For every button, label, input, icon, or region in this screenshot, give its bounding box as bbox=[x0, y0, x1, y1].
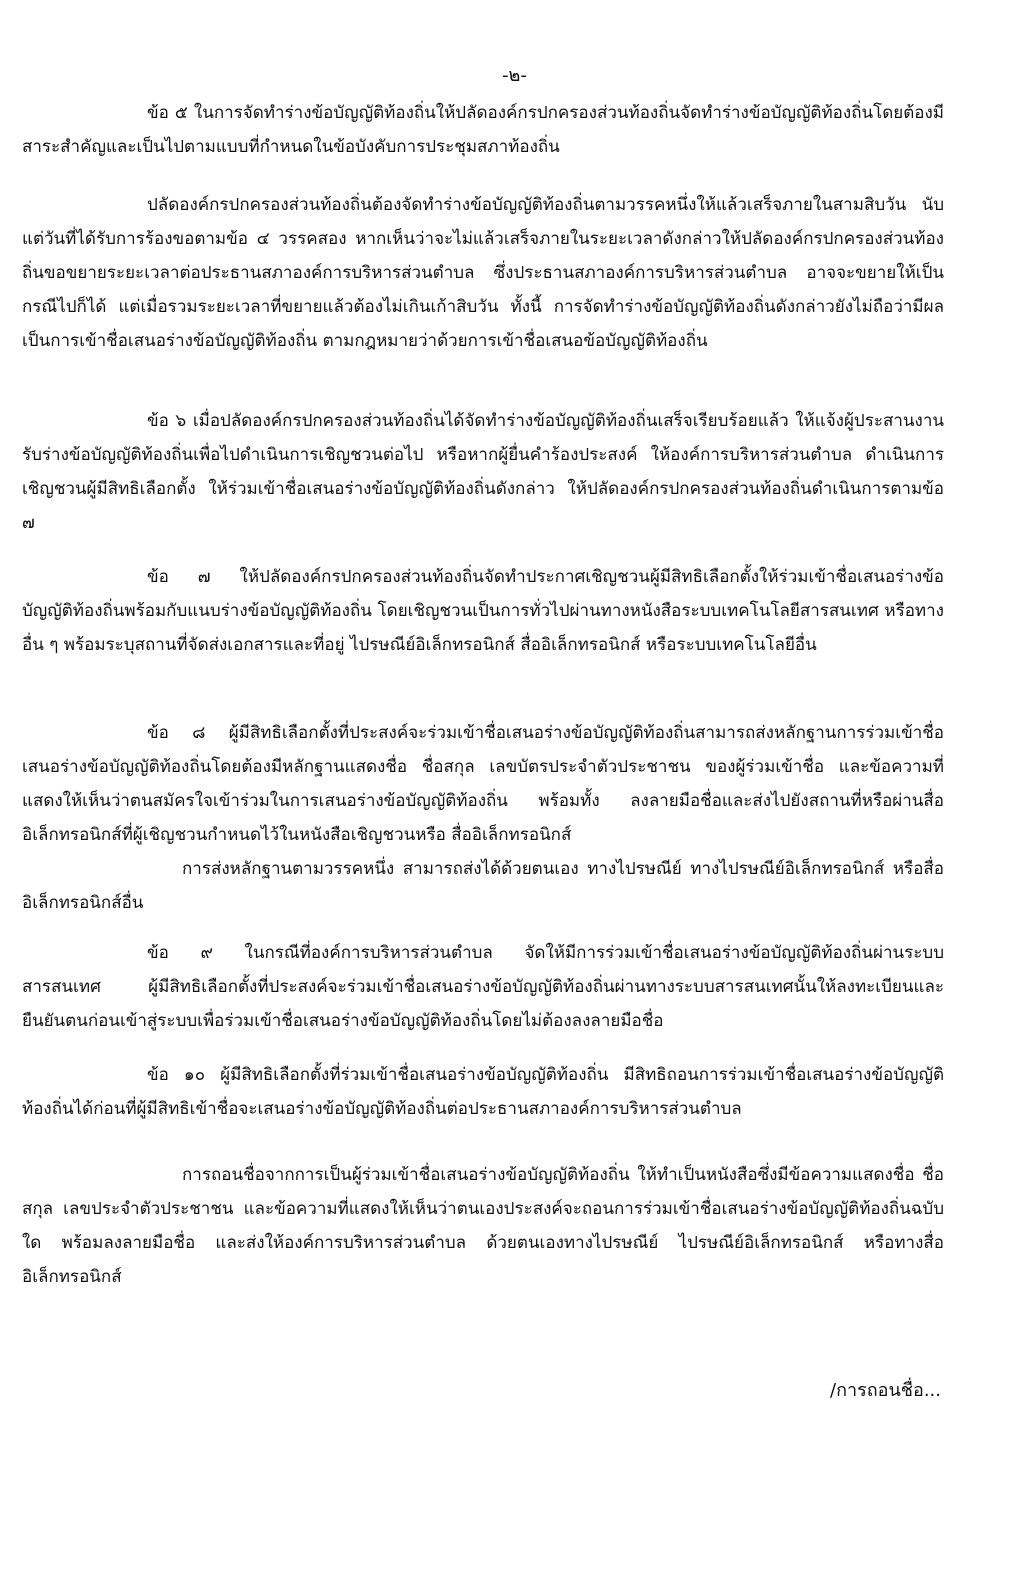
clause-10-paragraph: ข้อ ๑๐ ผู้มีสิทธิเลือกตั้งที่ร่วมเข้าชื่อเสนอร่างข้อบัญญัติท้องถิ่น มีสิทธิถอนการร่วมเข้าชื่อเสนอร่างข้อบัญญัติท้องถิ่นได้ก่อนที่ผู้มีสิทธิเข้าชื่อจะเสนอร่างข้อบัญญัติท้องถิ่นต่อประธานสภาองค์การบริหารส่วนตำบล bbox=[22, 1065, 944, 1119]
clause-6-paragraph: ข้อ ๖ เมื่อปลัดองค์กรปกครองส่วนท้องถิ่นได้จัดทำร่างข้อบัญญัติท้องถิ่นเสร็จเรียบร้อยแล้ว ให้แจ้งผู้ประสานงานรับร่างข้อบัญญัติท้องถิ่นเพื่อไปดำเนินการเชิญชวนต่อไป หรือหากผู้ยื่นคำร้องประสงค์ ให้องค์การบริหารส่วนตำบล ดำเนินการเชิญชวนผู้มีสิทธิเลือกตั้ง ให้ร่วมเข้าชื่อเสนอร่างข้อบัญญัติท้องถิ่นดังกล่าว ให้ปลัดองค์กรปกครองส่วนท้องถิ่นดำเนินการตามข้อ ๗ bbox=[22, 411, 944, 533]
continuation-marker: /การถอนชื่อ... bbox=[830, 1380, 941, 1401]
clause-5-paragraph: ข้อ ๕ ในการจัดทำร่างข้อบัญญัติท้องถิ่นให้ปลัดองค์กรปกครองส่วนท้องถิ่นจัดทำร่างข้อบัญญัติท้องถิ่นโดยต้องมีสาระสำคัญและเป็นไปตามแบบที่กำหนดในข้อบังคับการประชุมสภาท้องถิ่น bbox=[22, 103, 944, 157]
clause-5-paragraph-2: ปลัดองค์กรปกครองส่วนท้องถิ่นต้องจัดทำร่างข้อบัญญัติท้องถิ่นตามวรรคหนึ่งให้แล้วเสร็จภายในสามสิบวัน นับแต่วันที่ได้รับการร้องขอตามข้อ ๔ วรรคสอง หากเห็นว่าจะไม่แล้วเสร็จภายในระยะเวลาดังกล่าวให้ปลัดองค์กรปกครองส่วนท้องถิ่นขอขยายระยะเวลาต่อประธานสภาองค์การบริหารส่วนตำบล ซึ่งประธานสภาองค์การบริหารส่วนตำบล อาจจะขยายให้เป็นกรณีไปก็ได้ แต่เมื่อรวมระยะเวลาที่ขยายแล้วต้องไม่เกินเก้าสิบวัน ทั้งนี้ การจัดทำร่างข้อบัญญัติท้องถิ่นดังกล่าวยังไม่ถือว่ามีผลเป็นการเข้าชื่อเสนอร่างข้อบัญญัติท้องถิ่น ตามกฎหมายว่าด้วยการเข้าชื่อเสนอข้อบัญญัติท้องถิ่น bbox=[22, 195, 944, 351]
clause-8-paragraph-2: การส่งหลักฐานตามวรรคหนึ่ง สามารถส่งได้ด้วยตนเอง ทางไปรษณีย์ ทางไปรษณีย์อิเล็กทรอนิกส์ หรือสื่ออิเล็กทรอนิกส์อื่น bbox=[22, 859, 944, 913]
clause-7-paragraph: ข้อ ๗ ให้ปลัดองค์กรปกครองส่วนท้องถิ่นจัดทำประกาศเชิญชวนผู้มีสิทธิเลือกตั้งให้ร่วมเข้าชื่อเสนอร่างข้อบัญญัติท้องถิ่นพร้อมกับแนบร่างข้อบัญญัติท้องถิ่น โดยเชิญชวนเป็นการทั่วไปผ่านทางหนังสือระบบเทคโนโลยีสารสนเทศ หรือทางอื่น ๆ พร้อมระบุสถานที่จัดส่งเอกสารและที่อยู่ ไปรษณีย์อิเล็กทรอนิกส์ สื่ออิเล็กทรอนิกส์ หรือระบบเทคโนโลยีอื่น bbox=[22, 567, 944, 655]
clause-10-paragraph-2: การถอนชื่อจากการเป็นผู้ร่วมเข้าชื่อเสนอร่างข้อบัญญัติท้องถิ่น ให้ทำเป็นหนังสือซึ่งมีข้อความแสดงชื่อ ชื่อสกุล เลขประจำตัวประชาชน และข้อความที่แสดงให้เห็นว่าตนเองประสงค์จะถอนการร่วมเข้าชื่อเสนอร่างข้อบัญญัติท้องถิ่นฉบับใด พร้อมลงลายมือชื่อ และส่งให้องค์การบริหารส่วนตำบล ด้วยตนเองทางไปรษณีย์ ไปรษณีย์อิเล็กทรอนิกส์ หรือทางสื่ออิเล็กทรอนิกส์ bbox=[22, 1165, 944, 1287]
clause-8-paragraph: ข้อ ๘ ผู้มีสิทธิเลือกตั้งที่ประสงค์จะร่วมเข้าชื่อเสนอร่างข้อบัญญัติท้องถิ่นสามารถส่งหลักฐานการร่วมเข้าชื่อเสนอร่างข้อบัญญัติท้องถิ่นโดยต้องมีหลักฐานแสดงชื่อ ชื่อสกุล เลขบัตรประจำตัวประชาชน ของผู้ร่วมเข้าชื่อ และข้อความที่แสดงให้เห็นว่าตนสมัครใจเข้าร่วมในการเสนอร่างข้อบัญญัติท้องถิ่น พร้อมทั้ง ลงลายมือชื่อและส่งไปยังสถานที่หรือผ่านสื่ออิเล็กทรอนิกส์ที่ผู้เชิญชวนกำหนดไว้ในหนังสือเชิญชวนหรือ สื่ออิเล็กทรอนิกส์ bbox=[22, 723, 944, 845]
page-number: -๒- bbox=[502, 65, 527, 86]
clause-9-paragraph: ข้อ ๙ ในกรณีที่องค์การบริหารส่วนตำบล จัดให้มีการร่วมเข้าชื่อเสนอร่างข้อบัญญัติท้องถิ่นผ่านระบบสารสนเทศ ผู้มีสิทธิเลือกตั้งที่ประสงค์จะร่วมเข้าชื่อเสนอร่างข้อบัญญัติท้องถิ่นผ่านทางระบบสารสนเทศนั้นให้ลงทะเบียนและยืนยันตนก่อนเข้าสู่ระบบเพื่อร่วมเข้าชื่อเสนอร่างข้อบัญญัติท้องถิ่นโดยไม่ต้องลงลายมือชื่อ bbox=[22, 943, 944, 1031]
